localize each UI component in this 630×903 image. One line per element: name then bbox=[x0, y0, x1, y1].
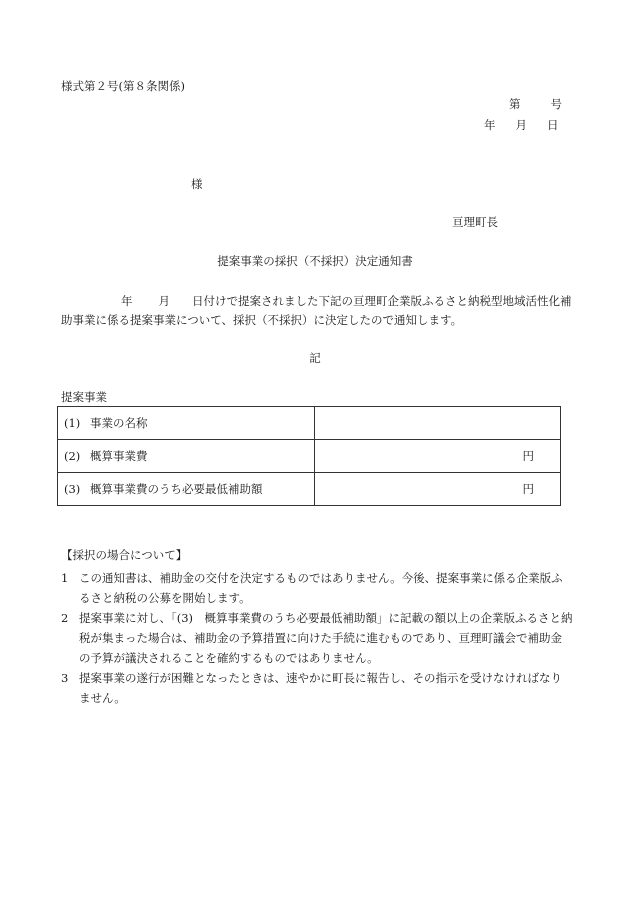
issue-number-gou: 号 bbox=[550, 97, 562, 111]
table-value-cell bbox=[315, 407, 561, 440]
table-label-cell bbox=[58, 407, 315, 440]
row-label: 概算事業費のうち必要最低補助額 bbox=[90, 482, 263, 496]
body-year: 年 bbox=[121, 294, 133, 308]
issue-number bbox=[509, 96, 562, 112]
row-label: 事業の名称 bbox=[90, 416, 148, 430]
note-item bbox=[61, 568, 573, 608]
note-item bbox=[61, 668, 573, 708]
project-table bbox=[57, 406, 561, 506]
form-number: 様式第２号(第８条関係) bbox=[61, 79, 185, 93]
issue-date bbox=[484, 117, 559, 133]
date-day: 日 bbox=[547, 118, 559, 132]
row-label: 概算事業費 bbox=[90, 449, 148, 463]
note-text: 提案事業の遂行が困難となったときは、速やかに町長に報告し、その指示を受けなければなりません。 bbox=[79, 671, 562, 705]
notes-heading: 【採択の場合について】 bbox=[61, 548, 188, 562]
notes-list bbox=[61, 568, 573, 708]
body-text: 日付けで提案されました下記の亘理町企業版ふるさと納税型地域活性化補助事業に係る提案事業について、採択（不採択）に決定したので通知します。 bbox=[61, 294, 572, 327]
table-row bbox=[58, 440, 561, 473]
table-row bbox=[58, 407, 561, 440]
issue-number-dai: 第 bbox=[509, 97, 521, 111]
addressee-suffix: 様 bbox=[191, 177, 203, 191]
note-number: 1 bbox=[61, 571, 69, 585]
sender: 亘理町長 bbox=[452, 215, 498, 229]
note-number: 2 bbox=[61, 611, 69, 625]
row-number: (1) bbox=[64, 416, 81, 430]
row-number: (3) bbox=[64, 482, 81, 496]
date-year: 年 bbox=[484, 118, 496, 132]
table-label-cell bbox=[58, 473, 315, 506]
table-value-cell: 円 bbox=[315, 440, 561, 473]
table-row bbox=[58, 473, 561, 506]
table-value-cell: 円 bbox=[315, 473, 561, 506]
note-text: 提案事業に対し、「(3) 概算事業費のうち必要最低補助額」に記載の額以上の企業版ふるさと納税が集まった場合は、補助金の予算措置に向けた手続に進むものであり、亘理町議会で補助金の予算が議決されることを確約するものではありません。 bbox=[79, 611, 573, 665]
row-number: (2) bbox=[64, 449, 81, 463]
section-label: 提案事業 bbox=[61, 390, 107, 404]
document-title: 提案事業の採択（不採択）決定通知書 bbox=[217, 254, 413, 268]
note-text: この通知書は、補助金の交付を決定するものではありません。今後、提案事業に係る企業版ふるさと納税の公募を開始します。 bbox=[79, 571, 563, 605]
table-label-cell bbox=[58, 440, 315, 473]
ki-heading: 記 bbox=[309, 351, 321, 365]
note-item bbox=[61, 608, 573, 668]
date-month: 月 bbox=[515, 118, 527, 132]
note-number: 3 bbox=[61, 671, 69, 685]
body-month: 月 bbox=[158, 294, 170, 308]
body-paragraph bbox=[61, 292, 573, 330]
